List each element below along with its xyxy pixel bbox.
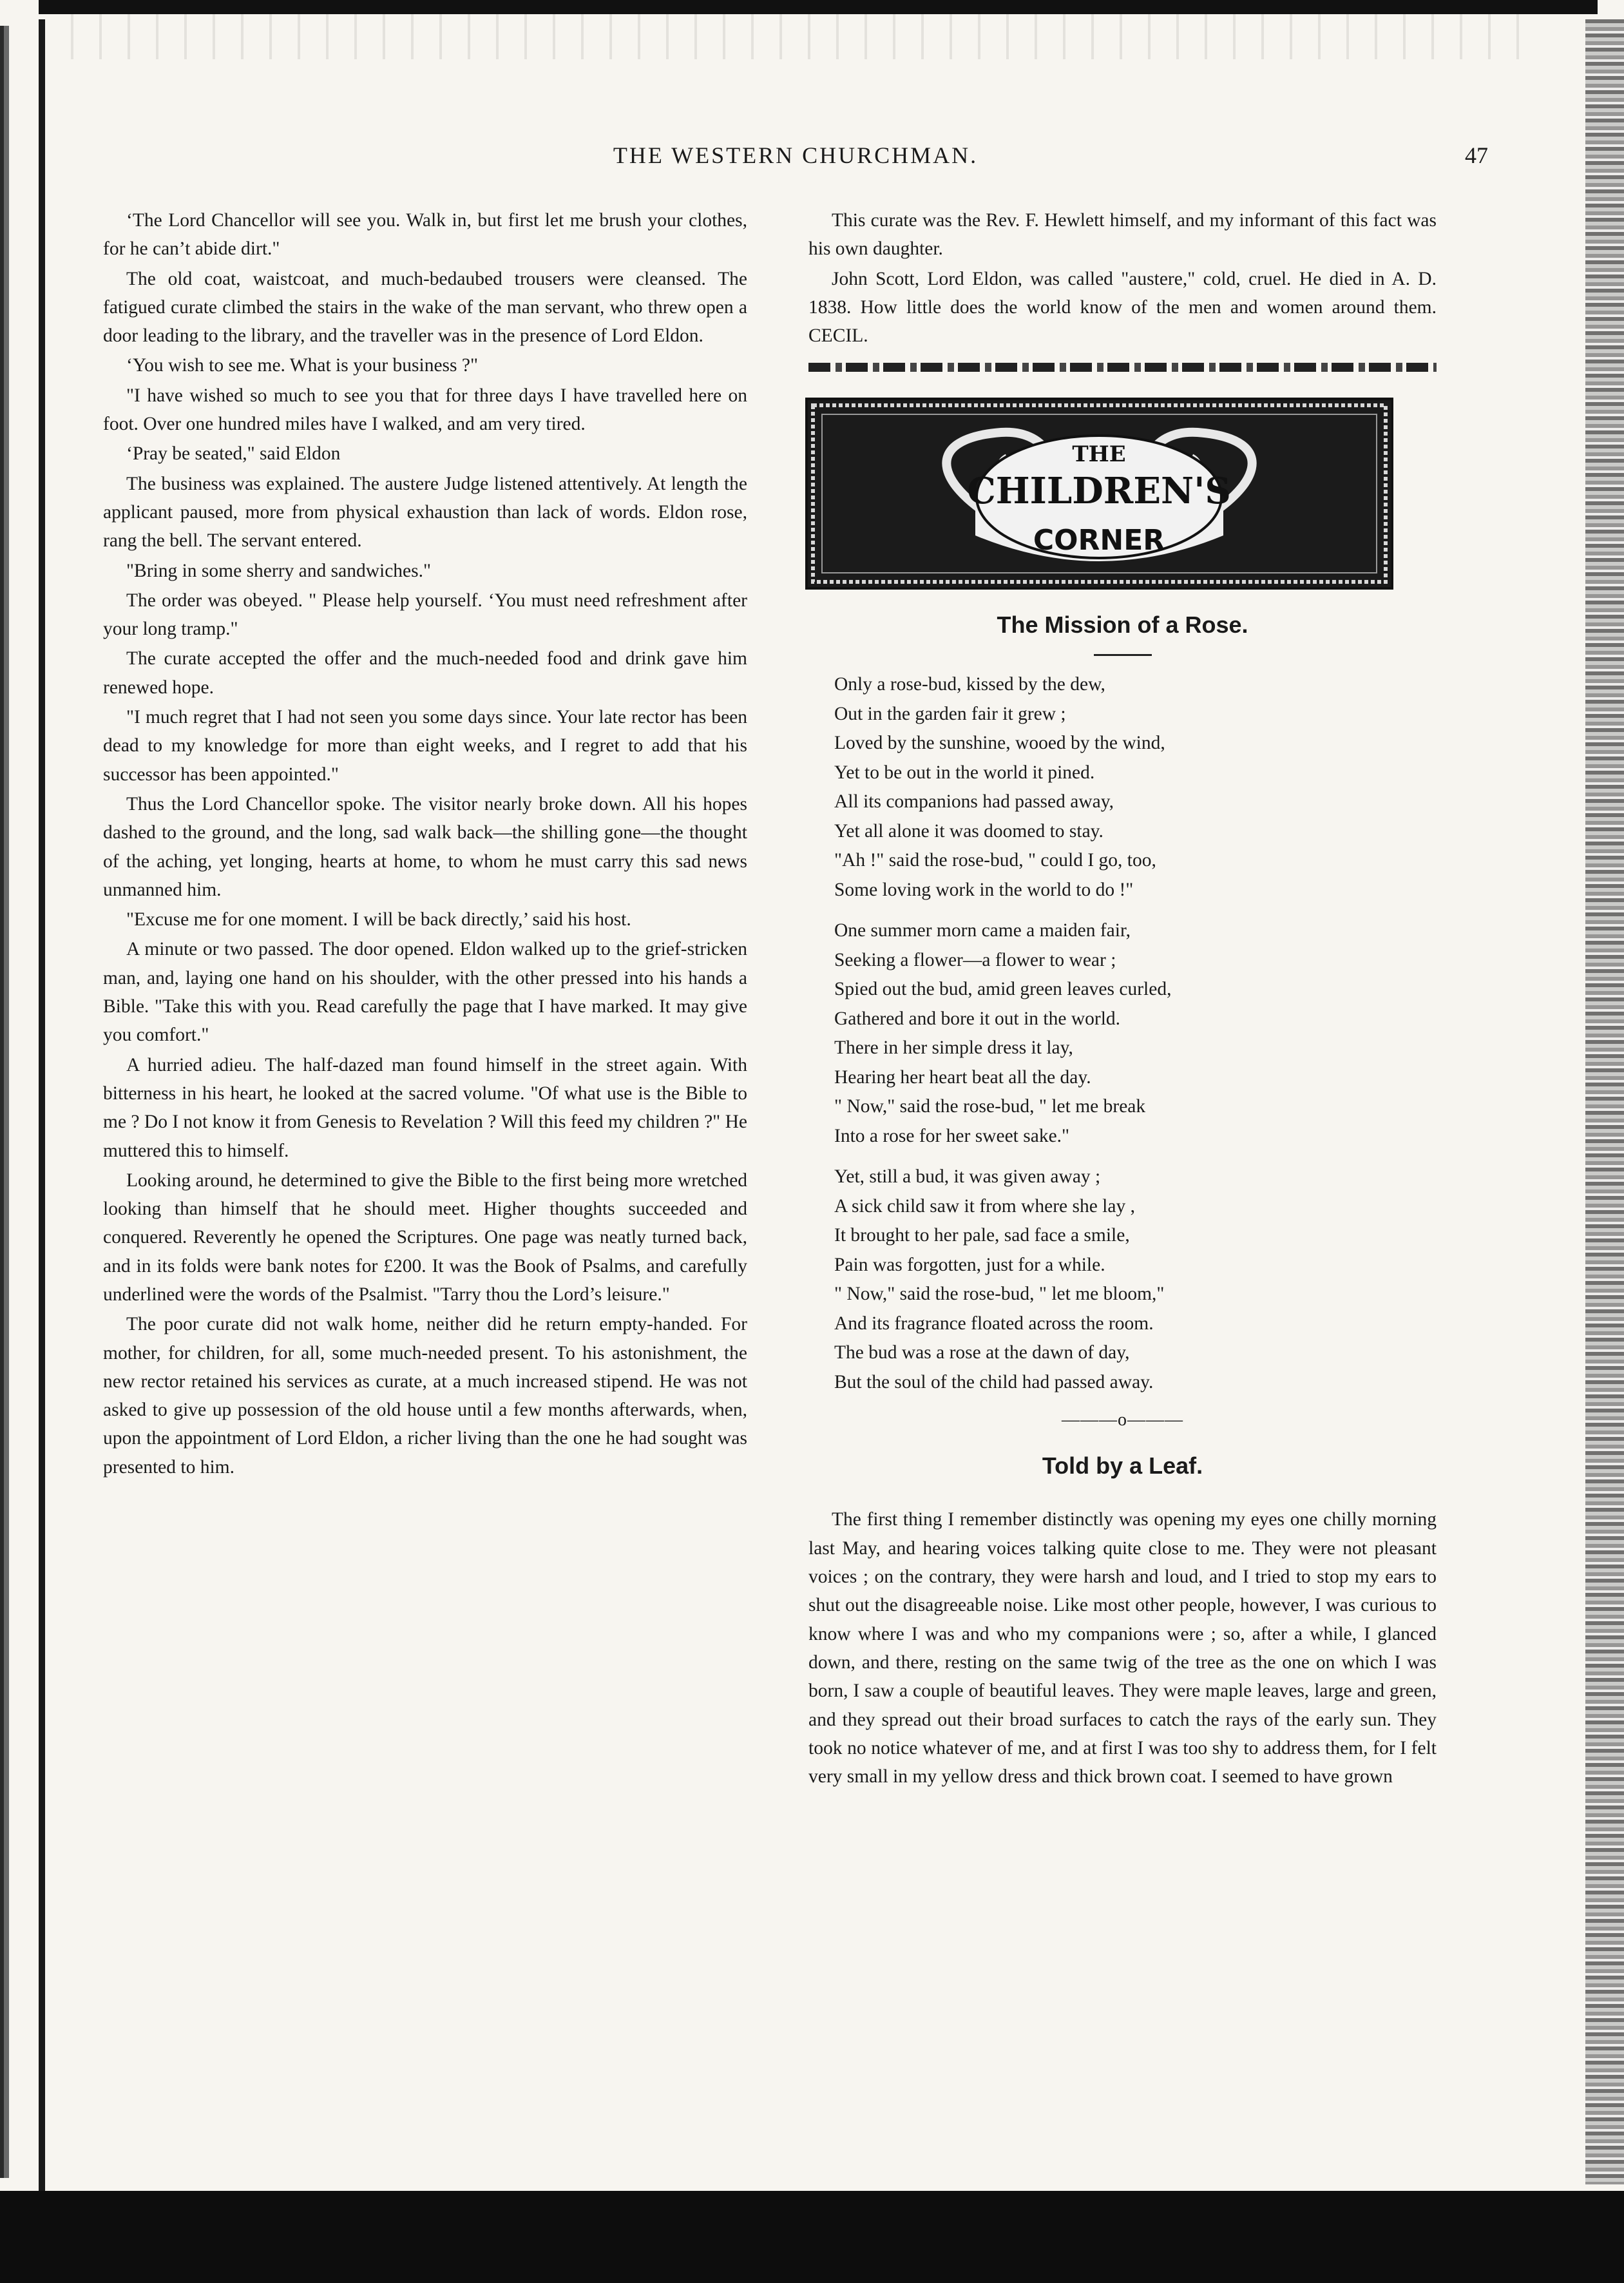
paragraph: "Excuse me for one moment. I will be back directly,’ said his host.: [126, 909, 631, 930]
paragraph: The business was explained. The austere Judge listened attentively. At length the applicant paused, more from physical exhaustion than lack of words. Eldon rose, rang the bell. The servant entered.: [103, 473, 747, 552]
poem-line: Pain was forgotten, just for a while.: [834, 1254, 1105, 1275]
poem-line: Yet, still a bud, it was given away ;: [834, 1166, 1101, 1188]
paragraph: ‘The Lord Chancellor will see you. Walk in, but first let me brush your clothes, for he can’t abide dirt.": [103, 210, 747, 260]
poem-line: Seeking a flower—a flower to wear ;: [834, 949, 1116, 970]
paragraph: "I much regret that I had not seen you some days since. Your late rector has been dead to my knowledge for more than eight weeks, and I regret to add that his successor has been appointed.": [103, 707, 747, 785]
poem-line: " Now," said the rose-bud, " let me bloom,": [834, 1284, 1165, 1305]
poem-line: All its companions had passed away,: [834, 791, 1114, 813]
paragraph: A hurried adieu. The half-dazed man found himself in the street again. With bitterness in his heart, he looked at the sacred volume. "Of what use is the Bible to me ? Do I not know it from Genesis to Revelation ? Will this feed my children ?" He muttered this to himself.: [103, 1054, 747, 1161]
poem-line: Out in the garden fair it grew ;: [834, 703, 1066, 724]
paragraph: The poor curate did not walk home, neither did he return empty-handed. For mother, for children, for all, some much-needed present. To his astonishment, the new rector retained his services as curate, at a much increased stipend. He was not asked to give up possession of the old house until a few months afterwards, when, upon the appointment of Lord Eldon, a richer living than the one he had sought was presented to him.: [103, 1314, 747, 1478]
banner-artwork: [808, 400, 1391, 587]
poem-line: Hearing her heart beat all the day.: [834, 1066, 1091, 1088]
paragraph: This curate was the Rev. F. Hewlett himself, and my informant of this fact was his own daughter.: [808, 210, 1437, 260]
right-column: [808, 206, 1437, 1792]
poem-line: "Ah !" said the rose-bud, " could I go, too,: [834, 850, 1156, 871]
poem-title: The Mission of a Rose.: [997, 612, 1248, 639]
paragraph: "Bring in some sherry and sandwiches.": [126, 560, 432, 581]
title-rule: [1094, 654, 1152, 656]
poem-line: Yet all alone it was doomed to stay.: [834, 820, 1103, 842]
banner-word-the: THE: [1072, 441, 1126, 468]
page-number: 47: [1465, 142, 1488, 168]
poem-line: The bud was a rose at the dawn of day,: [834, 1342, 1130, 1363]
banner-word-childrens: CHILDREN'S: [967, 470, 1231, 513]
page-spine: [39, 19, 45, 2191]
poem-stanza: [834, 1162, 1437, 1397]
poem-line: Yet to be out in the world it pined.: [834, 762, 1095, 783]
running-head: [77, 142, 1514, 174]
paragraph: John Scott, Lord Eldon, was called "austere," cold, cruel. He died in A. D. 1838. How little does the world know of the men and women around them. CECIL.: [808, 268, 1437, 347]
poem-line: Only a rose-bud, kissed by the dew,: [834, 674, 1105, 695]
poem-line: A sick child saw it from where she lay ,: [834, 1195, 1135, 1217]
scan-noise: [45, 14, 1527, 59]
poem-line: Gathered and bore it out in the world.: [834, 1008, 1121, 1029]
paragraph: A minute or two passed. The door opened. Eldon walked up to the grief-stricken man, and, laying one hand on his shoulder, with the other pressed into his hands a Bible. "Take this with you. Read carefully the page that I have marked. It may give you comfort.": [103, 939, 747, 1046]
poem-stanza: [834, 916, 1437, 1151]
childrens-corner-banner: [805, 398, 1393, 590]
section-divider: [808, 363, 1437, 372]
paragraph: The order was obeyed. " Please help yourself. ‘You must need refreshment after your long tramp.": [103, 590, 747, 640]
paragraph: Thus the Lord Chancellor spoke. The visitor nearly broke down. All his hopes dashed to the ground, and the long, sad walk back—the shilling gone—the thought of the aching, yet longing, hearts at home, to whom he must carry this sad news unmanned him.: [103, 793, 747, 900]
poem-line: But the soul of the child had passed away.: [834, 1371, 1154, 1392]
poem-line: One summer morn came a maiden fair,: [834, 920, 1131, 941]
scan-right-edge: [1585, 19, 1624, 2184]
poem-line: There in her simple dress it lay,: [834, 1037, 1073, 1059]
poem: [834, 670, 1437, 1397]
paragraph: "I have wished so much to see you that for three days I have travelled here on foot. Over one hundred miles have I walked, and am very tired.: [103, 385, 747, 435]
journal-title: THE WESTERN CHURCHMAN.: [613, 142, 979, 168]
poem-line: Some loving work in the world to do !": [834, 879, 1134, 900]
paragraph: The old coat, waistcoat, and much-bedaubed trousers were cleansed. The fatigued curate climbed the stairs in the wake of the man servant, who threw open a door leading to the library, and the traveller was in the presence of Lord Eldon.: [103, 268, 747, 347]
poem-line: Spied out the bud, amid green leaves curled,: [834, 979, 1172, 1000]
paragraph: ‘Pray be seated," said Eldon: [126, 443, 341, 465]
scan-left-edge: [0, 26, 31, 2178]
poem-stanza: [834, 670, 1437, 905]
poem-line: And its fragrance floated across the room.: [834, 1313, 1154, 1334]
paragraph: The curate accepted the offer and the much-needed food and drink gave him renewed hope.: [103, 648, 747, 698]
banner-word-corner: CORNER: [1033, 524, 1165, 557]
poem-line: Loved by the sunshine, wooed by the wind,: [834, 733, 1165, 754]
paragraph: Looking around, he determined to give the Bible to the first being more wretched looking than himself that he should meet. Higher thoughts succeeded and conquered. Reverently he opened the Scriptures. One page was neatly turned back, and in its folds were bank notes for £200. It was the Book of Psalms, and carefully underlined were the words of the Psalmist. "Tarry thou the Lord’s leisure.": [103, 1170, 747, 1305]
paragraph: The first thing I remember distinctly was opening my eyes one chilly morning last May, and hearing voices talking quite close to me. They were not pleasant voices ; on the contrary, they were harsh and loud, and I tried to stop my ears to shut out the disagreeable noise. Like most other people, however, I was curious to know where I was and who my companions were ; so, after a while, I glanced down, and there, resting on the same twig of the tree as the one on which I was born, I saw a couple of beautiful leaves. They were maple leaves, large and green, and they spread out their broad surfaces to catch the rays of the early sun. They took no notice whatever of me, and at first I was too shy to address them, for I felt very small in my yellow dress and thick brown coat. I seemed to have grown: [808, 1509, 1437, 1787]
story-title: Told by a Leaf.: [1042, 1452, 1203, 1479]
poem-line: Into a rose for her sweet sake.": [834, 1125, 1070, 1146]
poem-line: " Now," said the rose-bud, " let me break: [834, 1096, 1146, 1117]
left-column: [103, 206, 747, 1483]
scan-top-border: [39, 0, 1598, 14]
scan-bottom-border: [0, 2191, 1624, 2283]
separator-ornament: ———o———: [1062, 1410, 1183, 1430]
poem-line: It brought to her pale, sad face a smile,: [834, 1225, 1130, 1246]
paragraph: ‘You wish to see me. What is your business ?": [126, 355, 479, 376]
